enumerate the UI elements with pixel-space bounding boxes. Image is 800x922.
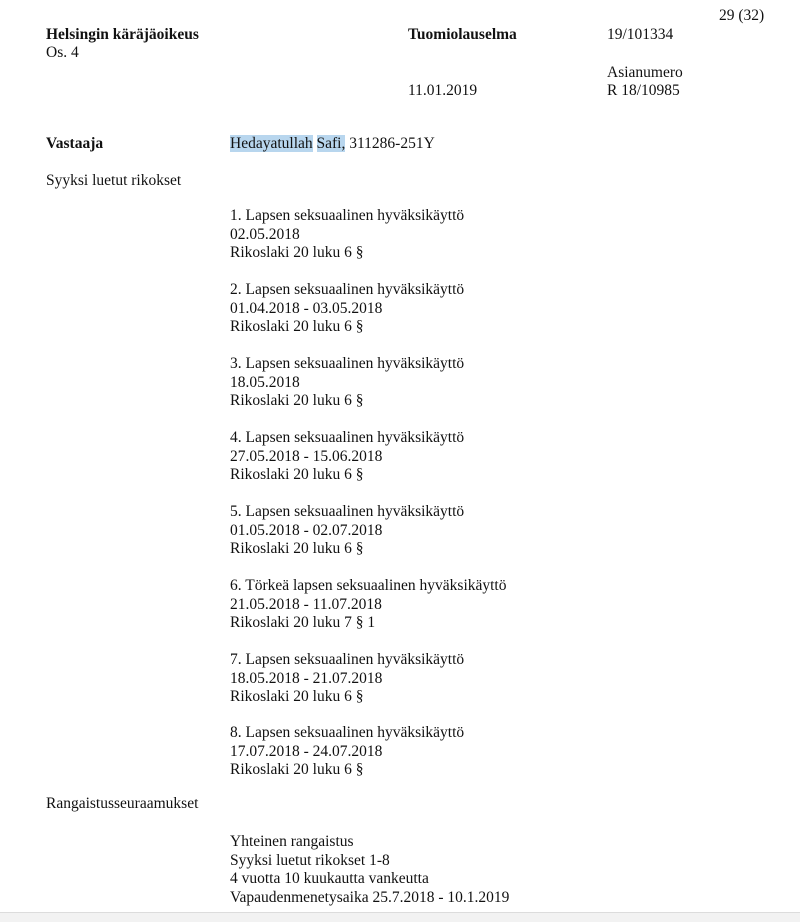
crime-law: Rikoslaki 20 luku 6 § — [230, 761, 364, 778]
crime-title: 6. Törkeä lapsen seksuaalinen hyväksikäyttö — [230, 577, 507, 594]
case-number: R 18/10985 — [607, 82, 680, 99]
court-section: Os. 4 — [46, 44, 79, 61]
document-date: 11.01.2019 — [408, 82, 478, 99]
crime-title: 7. Lapsen seksuaalinen hyväksikäyttö — [230, 651, 465, 668]
crime-title: 3. Lapsen seksuaalinen hyväksikäyttö — [230, 355, 465, 372]
defendant-label: Vastaaja — [46, 135, 104, 152]
sanctions-block — [230, 833, 509, 907]
defendant-id: 311286-251Y — [349, 135, 435, 152]
crime-date: 01.05.2018 - 02.07.2018 — [230, 521, 383, 539]
crime-item — [230, 429, 464, 485]
crime-item — [230, 651, 464, 707]
crime-title: 1. Lapsen seksuaalinen hyväksikäyttö — [230, 207, 465, 224]
crime-item — [230, 281, 464, 337]
sanction-line: Yhteinen rangaistus — [230, 833, 354, 850]
defendant-info — [230, 135, 435, 153]
crime-item — [230, 355, 464, 411]
crime-date: 27.05.2018 - 15.06.2018 — [230, 447, 383, 465]
crime-law: Rikoslaki 20 luku 6 § — [230, 318, 364, 335]
document-type: Tuomiolauselma — [408, 26, 517, 43]
crime-date: 01.04.2018 - 03.05.2018 — [230, 299, 383, 317]
crime-title: 2. Lapsen seksuaalinen hyväksikäyttö — [230, 281, 465, 298]
crime-date: 18.05.2018 — [230, 373, 300, 391]
defendant-first-name: Hedayatullah — [230, 135, 313, 152]
crime-title: 4. Lapsen seksuaalinen hyväksikäyttö — [230, 429, 465, 446]
crime-title: 5. Lapsen seksuaalinen hyväksikäyttö — [230, 503, 465, 520]
crime-law: Rikoslaki 20 luku 6 § — [230, 244, 364, 261]
crime-law: Rikoslaki 20 luku 6 § — [230, 392, 364, 409]
crime-date: 21.05.2018 - 11.07.2018 — [230, 595, 382, 613]
crime-law: Rikoslaki 20 luku 7 § 1 — [230, 614, 376, 631]
crime-item — [230, 577, 507, 633]
court-name: Helsingin käräjäoikeus — [46, 26, 199, 43]
crime-law: Rikoslaki 20 luku 6 § — [230, 540, 364, 557]
crime-item — [230, 207, 464, 263]
sanction-line: Vapaudenmenetysaika 25.7.2018 - 10.1.2019 — [230, 888, 510, 906]
page-number: 29 (32) — [719, 7, 765, 24]
document-number: 19/101334 — [607, 26, 674, 43]
crime-law: Rikoslaki 20 luku 6 § — [230, 466, 364, 483]
charges-heading: Syyksi luetut rikokset — [46, 172, 182, 189]
crime-law: Rikoslaki 20 luku 6 § — [230, 688, 364, 705]
case-number-label: Asianumero — [607, 64, 683, 81]
crime-item — [230, 724, 464, 780]
defendant-last-name: Safi, — [316, 135, 346, 152]
crime-date: 18.05.2018 - 21.07.2018 — [230, 669, 383, 687]
crime-title: 8. Lapsen seksuaalinen hyväksikäyttö — [230, 724, 465, 741]
crime-date: 02.05.2018 — [230, 225, 300, 243]
crime-item — [230, 503, 464, 559]
sanction-line: Syyksi luetut rikokset 1-8 — [230, 851, 390, 869]
crime-date: 17.07.2018 - 24.07.2018 — [230, 742, 383, 760]
sanction-line: 4 vuotta 10 kuukautta vankeutta — [230, 870, 429, 887]
sanctions-heading: Rangaistusseuraamukset — [46, 795, 199, 812]
